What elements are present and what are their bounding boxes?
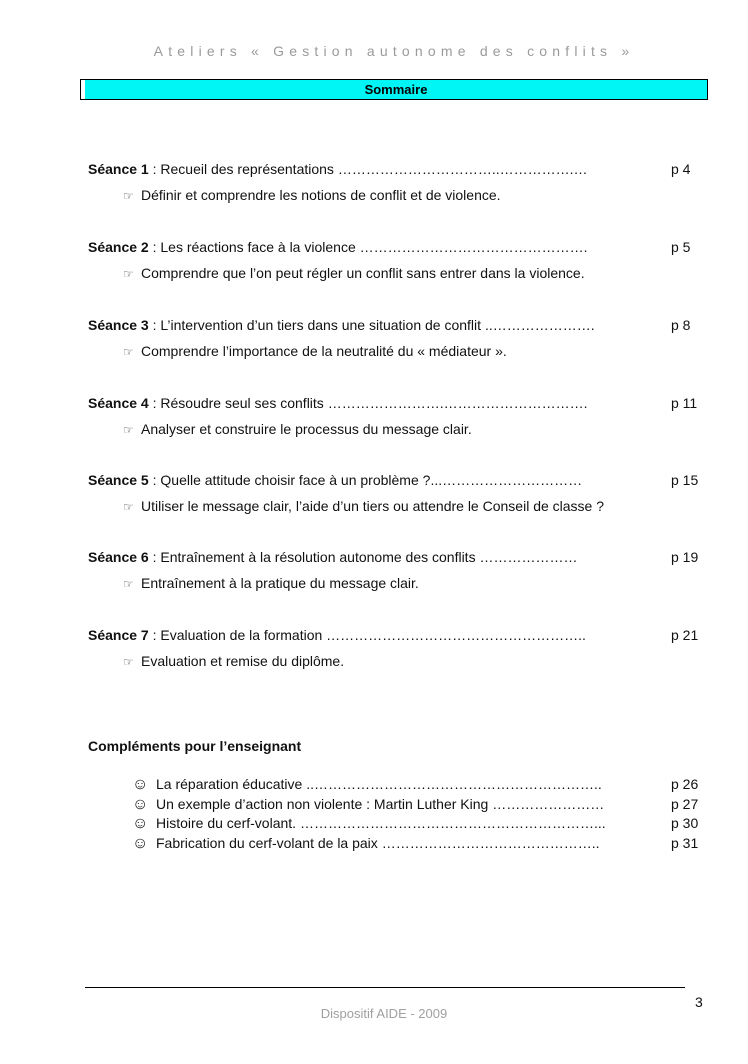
complement-page-ref: p 27 bbox=[671, 795, 699, 812]
session-title: : L’intervention d’un tiers dans une situation de conflit bbox=[148, 317, 485, 333]
smiley-icon: ☺ bbox=[132, 795, 149, 813]
objective-text: Comprendre l’importance de la neutralité du « médiateur ». bbox=[141, 343, 507, 359]
complement-page-ref: p 26 bbox=[671, 776, 699, 792]
pointing-hand-icon: ☞ bbox=[123, 577, 134, 591]
complement-text: La réparation éducative bbox=[156, 776, 307, 792]
page-header-title: Ateliers « Gestion autonome des conflits » bbox=[153, 43, 635, 59]
dot-leader: ……………………………..…………….… bbox=[337, 161, 588, 177]
page-number: 3 bbox=[695, 994, 703, 1010]
complement-item bbox=[132, 775, 712, 795]
session-line bbox=[88, 238, 708, 256]
objective-text: Entraînement à la pratique du message clair. bbox=[141, 575, 419, 591]
session-title: : Recueil des représentations bbox=[148, 161, 338, 177]
pointing-hand-icon: ☞ bbox=[123, 345, 134, 359]
dot-leader: ..…………………………………………………….. bbox=[306, 776, 602, 792]
session-objective bbox=[123, 342, 708, 360]
session-objective bbox=[123, 652, 708, 670]
complement-item bbox=[132, 814, 712, 834]
session-entry-2 bbox=[88, 238, 708, 282]
session-page-ref: p 15 bbox=[671, 472, 699, 488]
session-title: : Résoudre seul ses conflits bbox=[148, 395, 328, 411]
session-objective bbox=[123, 574, 708, 592]
dot-leader: ..…………………. bbox=[484, 317, 595, 333]
dot-leader: ……………………………………….. bbox=[381, 834, 600, 851]
session-line bbox=[88, 626, 708, 644]
session-entry-6 bbox=[88, 548, 708, 592]
session-label: Séance 6 bbox=[88, 549, 149, 565]
pointing-hand-icon: ☞ bbox=[123, 500, 134, 514]
pointing-hand-icon: ☞ bbox=[123, 655, 134, 669]
session-title: : Entraînement à la résolution autonome des conflits bbox=[148, 549, 480, 565]
dot-leader: …………………… bbox=[492, 795, 605, 812]
pointing-hand-icon: ☞ bbox=[123, 267, 134, 281]
session-objective bbox=[123, 420, 708, 438]
session-label: Séance 2 bbox=[88, 239, 149, 255]
session-page-ref: p 4 bbox=[671, 161, 691, 177]
complement-page-ref: p 31 bbox=[671, 834, 699, 851]
objective-text: Comprendre que l’on peut régler un conflit sans entrer dans la violence. bbox=[141, 265, 585, 281]
objective-text: Evaluation et remise du diplôme. bbox=[141, 653, 345, 669]
session-page-ref: p 11 bbox=[671, 395, 698, 411]
session-line bbox=[88, 548, 708, 566]
session-line bbox=[88, 160, 708, 178]
objective-text: Définir et comprendre les notions de conflit et de violence. bbox=[141, 187, 501, 203]
smiley-icon: ☺ bbox=[132, 776, 149, 793]
sommaire-title: Sommaire bbox=[85, 80, 707, 99]
session-objective bbox=[123, 497, 708, 515]
dot-leader: ………………… bbox=[479, 549, 578, 565]
session-objective bbox=[123, 186, 708, 204]
session-entry-7 bbox=[88, 626, 708, 670]
dot-leader: …………………………………………. bbox=[359, 239, 588, 255]
session-entry-1 bbox=[88, 160, 708, 204]
pointing-hand-icon: ☞ bbox=[123, 423, 134, 437]
objective-text: Analyser et construire le processus du message clair. bbox=[141, 421, 472, 437]
session-entry-5 bbox=[88, 471, 708, 515]
complement-item bbox=[132, 795, 712, 815]
dot-leader: …………………….…………………………. bbox=[327, 395, 588, 411]
session-objective bbox=[123, 264, 708, 282]
complements-heading: Compléments pour l’enseignant bbox=[88, 738, 302, 754]
dot-leader: ………………………………………………………... bbox=[299, 815, 606, 831]
session-label: Séance 1 bbox=[88, 161, 149, 177]
complement-page-ref: p 30 bbox=[671, 815, 699, 831]
footer-divider bbox=[85, 987, 685, 988]
complements-list bbox=[132, 775, 712, 853]
complement-text: Fabrication du cerf-volant de la paix bbox=[156, 834, 382, 851]
session-label: Séance 5 bbox=[88, 472, 149, 488]
session-title: : Evaluation de la formation bbox=[148, 627, 327, 643]
footer-text: Dispositif AIDE - 2009 bbox=[320, 1006, 448, 1021]
dot-leader: ……………………………………………….. bbox=[326, 627, 586, 643]
session-title: : Les réactions face à la violence bbox=[148, 239, 360, 255]
complement-text: Histoire du cerf-volant. bbox=[156, 815, 300, 831]
session-page-ref: p 21 bbox=[671, 627, 699, 643]
sommaire-banner bbox=[80, 79, 708, 100]
session-title: : Quelle attitude choisir face à un problème ? bbox=[148, 472, 431, 488]
objective-text: Utiliser le message clair, l’aide d’un tiers ou attendre le Conseil de classe ? bbox=[141, 498, 605, 514]
session-line bbox=[88, 316, 708, 334]
complement-text: Un exemple d’action non violente : Martin Luther King bbox=[156, 795, 493, 812]
dot-leader: ...………………………… bbox=[430, 472, 583, 488]
complement-item bbox=[132, 834, 712, 854]
pointing-hand-icon: ☞ bbox=[123, 189, 134, 203]
session-page-ref: p 5 bbox=[671, 239, 691, 255]
smiley-icon: ☺ bbox=[132, 815, 149, 832]
session-entry-3 bbox=[88, 316, 708, 360]
session-line bbox=[88, 394, 708, 412]
smiley-icon: ☺ bbox=[132, 834, 149, 852]
session-entry-4 bbox=[88, 394, 708, 438]
session-label: Séance 3 bbox=[88, 317, 149, 333]
session-line bbox=[88, 471, 708, 489]
session-label: Séance 4 bbox=[88, 395, 149, 411]
session-label: Séance 7 bbox=[88, 627, 149, 643]
session-page-ref: p 8 bbox=[671, 317, 691, 333]
session-page-ref: p 19 bbox=[671, 549, 699, 565]
